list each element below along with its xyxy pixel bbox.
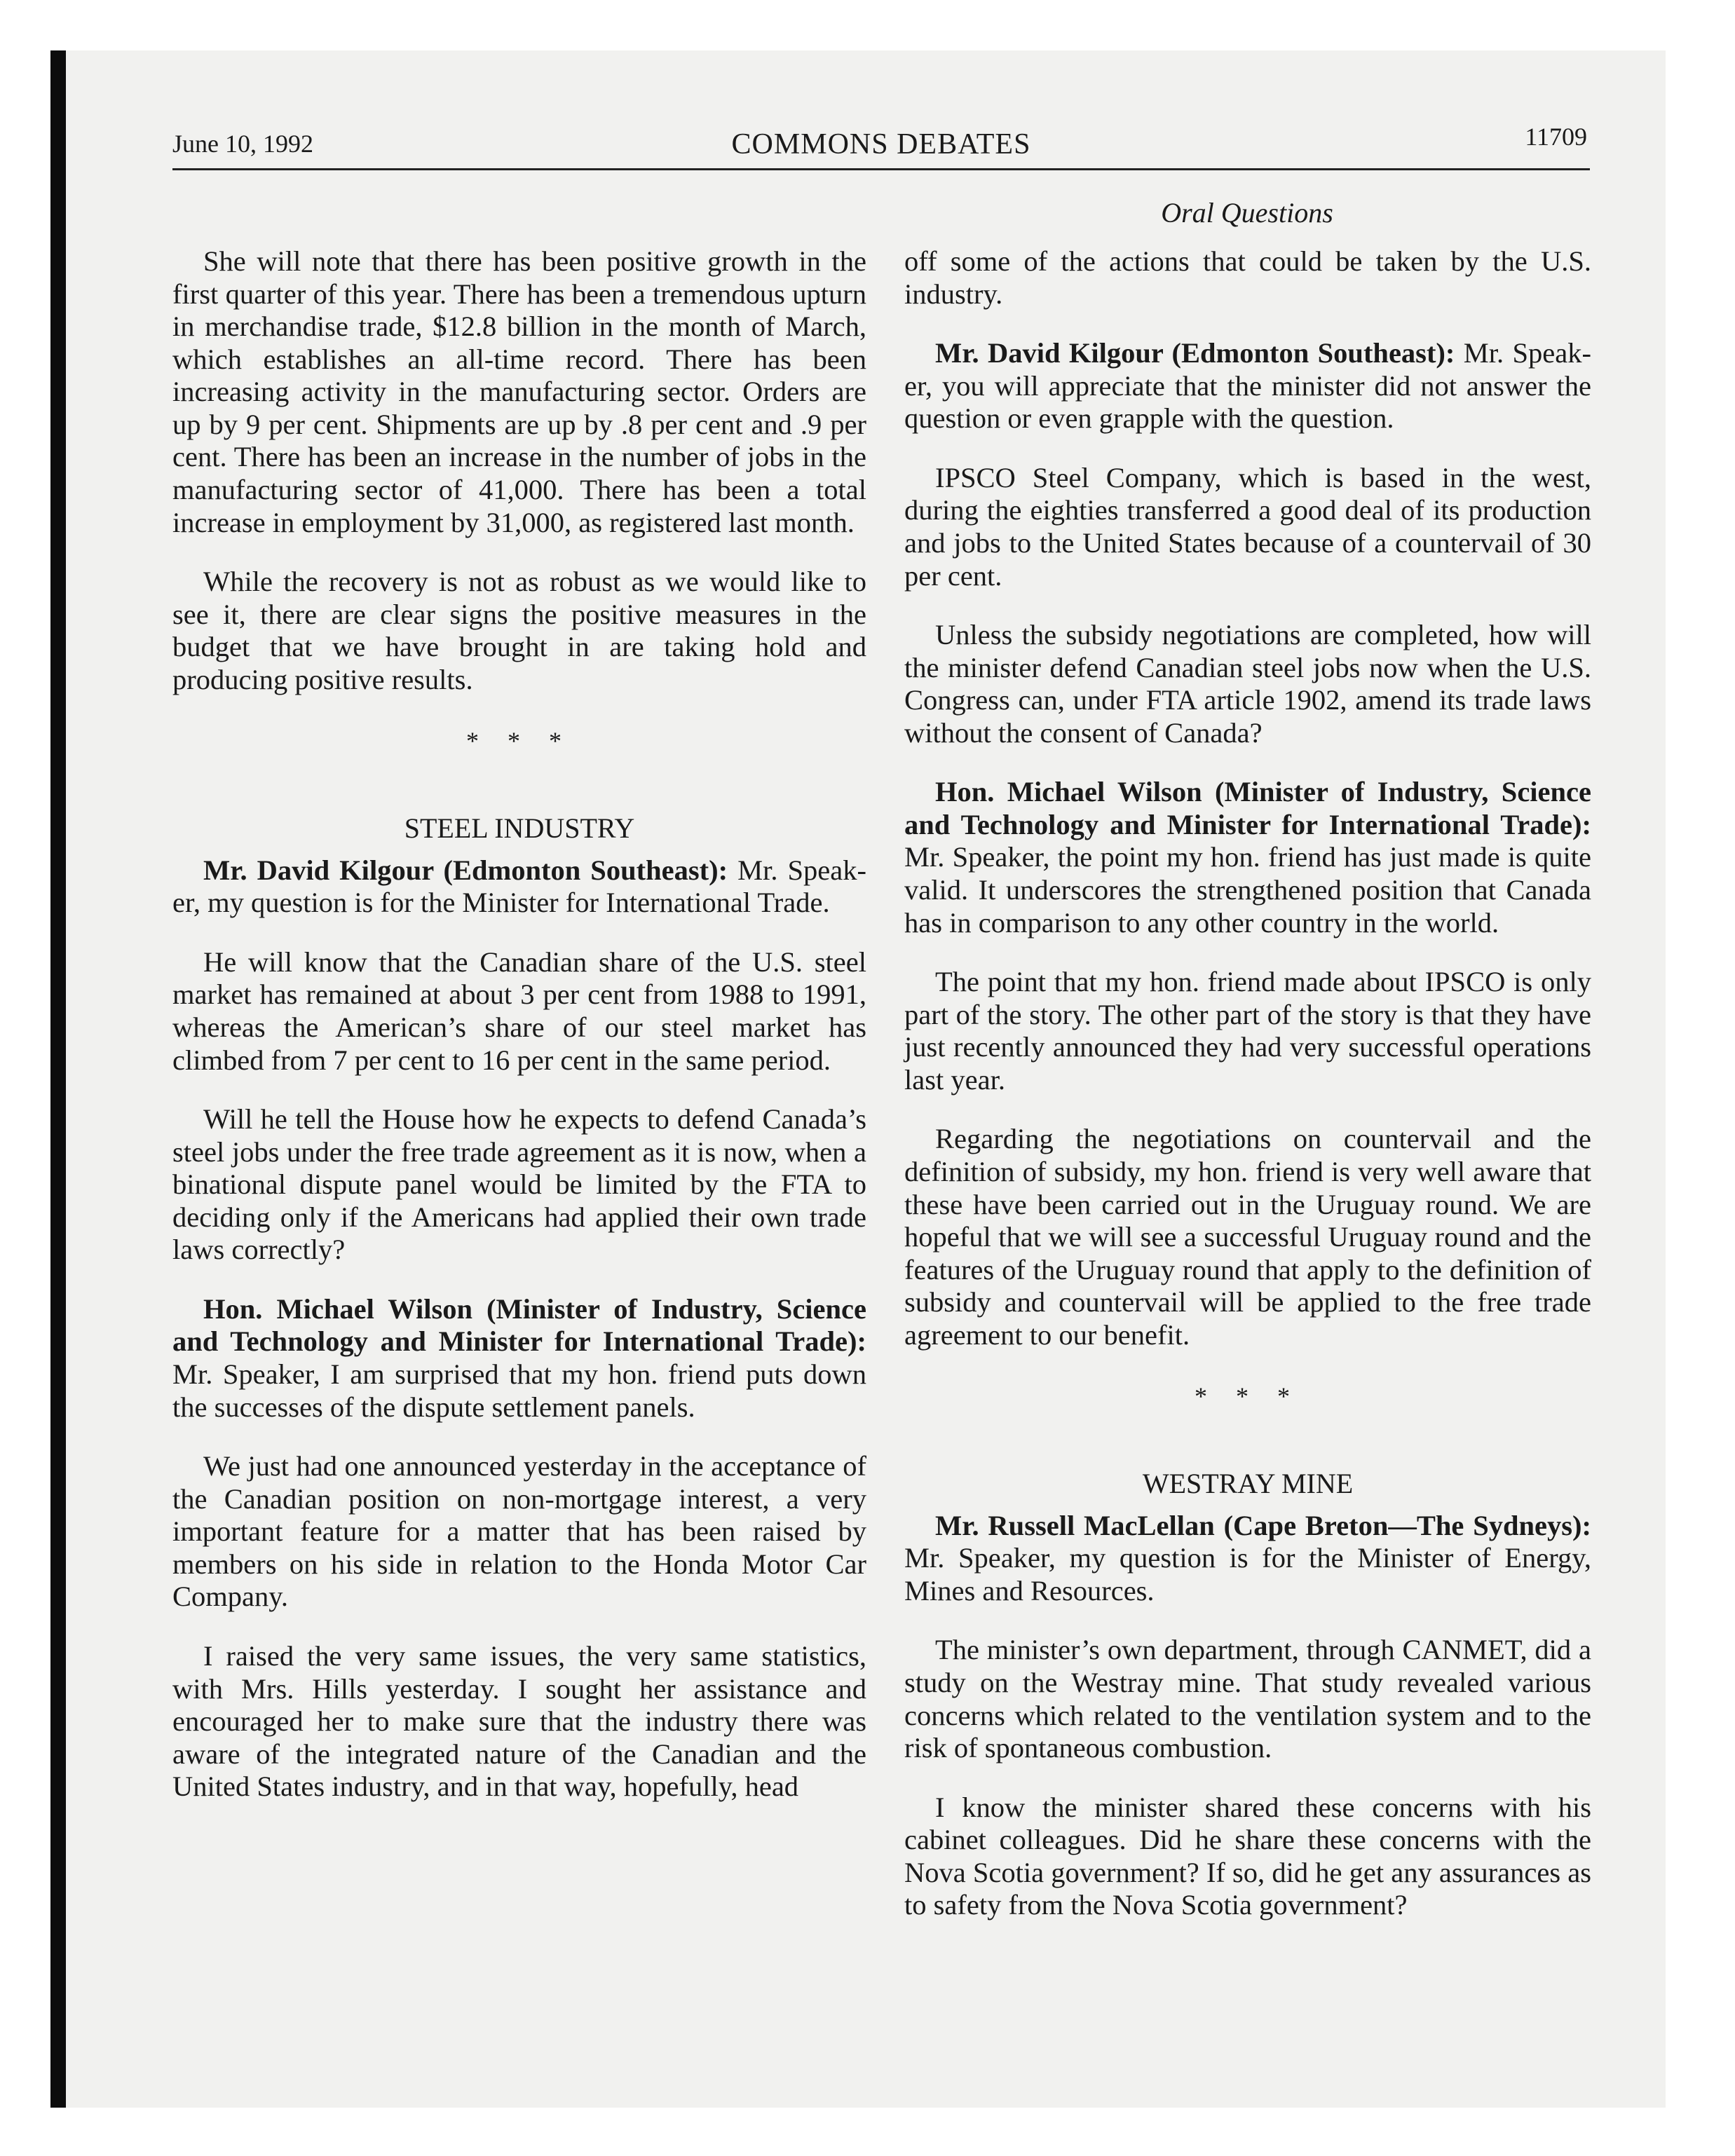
section-heading: STEEL INDUSTRY	[404, 812, 635, 844]
paragraph: Regarding the negotiations on countervail and the definition of subsidy, my hon. friend is very well aware that these have been carried out in the Uruguay round. We are hopeful that we will see a successful Uruguay round and the features of the Uruguay round that apply to the definition of subsidy and countervail will be applied to the free trade agreement to our benefit.	[904, 1123, 1591, 1351]
header-page-number: 11709	[1525, 123, 1587, 151]
speech-text: Mr. Speaker, you will appreciate that the minister did not answer the question or even grapple with the question.	[904, 337, 1591, 435]
paragraph: I raised the very same issues, the very same statistics, with Mrs. Hills yesterday. I sought her assistance and encouraged her to make sure that the industry there was aware of the integrated nature of the Canadian and the United States industry, and in that way, hopefully, head	[172, 1639, 866, 1803]
paragraph	[172, 854, 866, 920]
page-header	[172, 119, 1590, 170]
speech-text: Mr. Speaker, I am surprised that my hon. friend puts down the successes of the dispute settlement panels.	[172, 1358, 866, 1423]
section-separator: * * *	[466, 727, 573, 756]
paragraph	[904, 776, 1591, 939]
paragraph	[904, 1510, 1591, 1608]
paragraph: We just had one announced yesterday in the acceptance of the Canadian position on non-mortgage interest, a very important feature for a matter that has been raised by members on his side in relation to the Honda Motor Car Company.	[172, 1450, 866, 1613]
paragraph	[172, 1293, 866, 1424]
section-title: Oral Questions	[1161, 197, 1333, 228]
paragraph: IPSCO Steel Company, which is based in the west, during the eighties transferred a good deal of its production and jobs to the United States because of a countervail of 30 per cent.	[904, 461, 1591, 592]
paragraph: He will know that the Canadian share of the U.S. steel market has remained at about 3 per cent from 1988 to 1991, whereas the American’s share of our steel market has climbed from 7 per cent to 16 per cent in the same period.	[172, 946, 866, 1076]
speaker-name: Mr. Russell MacLellan (Cape Breton—The Sydneys):	[935, 1509, 1591, 1541]
paragraph: I know the minister shared these concerns with his cabinet colleagues. Did he share these concerns with the Nova Scotia government? If so, did he get any assurances as to safety from the Nova Scotia government?	[904, 1791, 1591, 1921]
speaker-name: Mr. David Kilgour (Edmonton Southeast):	[935, 337, 1455, 369]
paragraph: off some of the actions that could be taken by the U.S. industry.	[904, 245, 1591, 310]
speaker-name: Hon. Michael Wilson (Minister of Industry, Science and Technology and Minister for International Trade):	[904, 776, 1591, 840]
speech-text: Mr. Speaker, the point my hon. friend has just made is quite valid. It underscores the strengthened position that Canada has in comparison to any other country in the world.	[904, 841, 1591, 939]
paragraph: The minister’s own department, through CANMET, did a study on the Westray mine. That study revealed various concerns which related to the ventilation system and to the risk of spontaneous combustion.	[904, 1634, 1591, 1764]
paragraph: Unless the subsidy negotiations are completed, how will the minister defend Canadian steel jobs now when the U.S. Congress can, under FTA article 1902, amend its trade laws without the consent of Canada?	[904, 619, 1591, 749]
speech-text: Mr. Speaker, my question is for the Minister of Energy, Mines and Resources.	[904, 1542, 1591, 1606]
section-heading: WESTRAY MINE	[1142, 1467, 1354, 1499]
paragraph: Will he tell the House how he expects to defend Canada’s steel jobs under the free trade agreement as it is now, when a binational dispute panel would be limited by the FTA to deciding only if the Americans had applied their own trade laws correctly?	[172, 1103, 866, 1266]
header-date: June 10, 1992	[172, 130, 313, 158]
paragraph: The point that my hon. friend made about IPSCO is only part of the story. The other part of the story is that they have just recently announced they had very successful operations last year.	[904, 966, 1591, 1096]
paragraph	[904, 337, 1591, 435]
paragraph: She will note that there has been positive growth in the first quarter of this year. There has been a tremendous upturn in merchandise trade, $12.8 billion in the month of March, which establishes an all-time record. There has been increasing activity in the manufacturing sector. Orders are up by 9 per cent. Shipments are up by .8 per cent and .9 per cent. There has been an increase in the number of jobs in the manufacturing sector of 41,000. There has been a total increase in employment by 31,000, as registered last month.	[172, 245, 866, 538]
section-separator: * * *	[1195, 1382, 1301, 1411]
speaker-name: Mr. David Kilgour (Edmonton Southeast):	[203, 854, 728, 886]
right-column	[904, 245, 1591, 1949]
scan-edge-bar	[50, 50, 66, 2108]
header-journal-title: COMMONS DEBATES	[731, 128, 1031, 161]
speaker-name: Hon. Michael Wilson (Minister of Industry, Science and Technology and Minister for International Trade):	[172, 1292, 866, 1358]
paragraph: While the recovery is not as robust as we would like to see it, there are clear signs the positive measures in the budget that we have brought in are taking hold and producing positive results.	[172, 566, 866, 695]
speech-text: Mr. Speaker, my question is for the Minister for International Trade.	[172, 854, 866, 919]
left-column	[172, 245, 866, 1830]
